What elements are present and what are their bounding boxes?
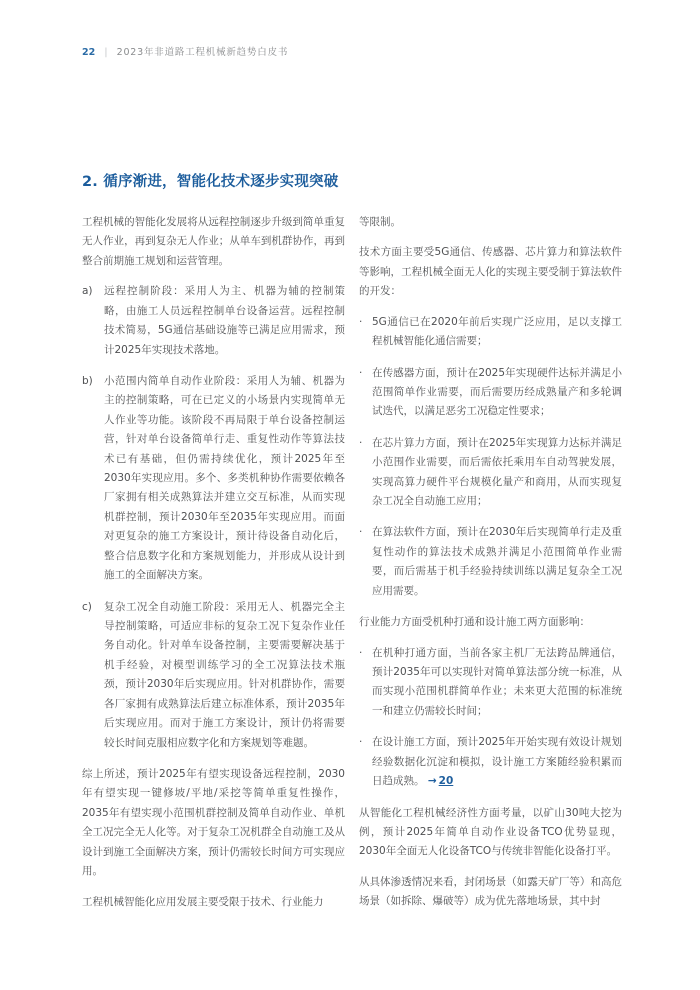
document-title: 2023年非道路工程机械新趋势白皮书 (116, 47, 289, 59)
list-item-text: 复杂工况全自动施工阶段：采用无人、机器完全主导控制策略，可适应非标的复杂工况下复杂作业任务自动化。针对单车设备控制，主要需要解决基于机手经验，对模型训练学习的全工况算法技术瓶颈，预计2030年后实现应用。针对机群协作，需要各厂家拥有成熟算法后建立标准体系，预计2035年后实现应用。而对于施工方案设计，预计仍将需要较长时间克服相应数字化和方案规划等难题。 (104, 600, 345, 749)
tech-bullet-algorithm (359, 523, 622, 601)
arrow-right-icon: → (427, 775, 437, 788)
penetration-paragraph: 从具体渗透情况来看，封闭场景（如露天矿厂等）和高危场景（如拆除、爆破等）成为优先落地场景，其中封 (359, 875, 622, 908)
cross-ref-link[interactable] (428, 775, 453, 787)
left-column (82, 213, 345, 912)
economy-paragraph: 从智能化工程机械经济性方面考量，以矿山30吨大挖为例，预计2025年简单自动作业设备TCO优势显现，2030年全面无人化设备TCO与传统非智能化设备打平。 (359, 806, 622, 858)
list-item-text: 远程控制阶段：采用人为主、机器为辅的控制策略，由施工人员远程控制单台设备运营。远程控制技术简易，5G通信基础设施等已满足应用需求，预计2025年实现技术落地。 (104, 285, 345, 356)
cross-ref-page-number: 20 (438, 775, 454, 788)
bullet-text: 5G通信已在2020年前后实现广泛应用，足以支撑工程机械智能化通信需要； (372, 315, 622, 348)
list-item-text: 小范围内简单自动作业阶段：采用人为辅、机器为主的控制策略，可在已定义的小场景内实现简单无人作业等功能。该阶段不再局限于单台设备控制运营，针对单台设备简单行走、重复性动作等算法技术已有基础，但仍需持续优化，预计2025年至2030年实现应用。多个、多类机种协作需要依赖各厂家拥有相关成熟算法并建立交互标准，从而实现机群控制，预计2030年至2035年实现应用。而面对更复杂的施工方案设计，预计待设备自动化后，整合信息数字化和方案规划能力，并形成从设计到施工的全面解决方案。 (104, 374, 345, 582)
bullet-text: 在设计施工方面，预计2025年开始实现有效设计规划经验数据化沉淀和模拟，设计施工方案随经验积累而日趋成熟。 (372, 736, 622, 788)
page-content (82, 170, 623, 912)
header-separator: | (104, 47, 108, 58)
bullet-icon: · (359, 366, 363, 379)
bullet-icon: · (359, 646, 363, 659)
section-heading: 2. 循序渐进，智能化技术逐步实现突破 (82, 174, 339, 190)
list-marker: c) (82, 600, 92, 613)
bullet-icon: · (359, 436, 363, 449)
bullet-text: 在算法软件方面，预计在2030年后实现简单行走及重复性动作的算法技术成熟并满足小范围简单作业需要，而后需基于机手经验持续训练以满足复杂全工况应用需要。 (372, 526, 622, 597)
right-column (359, 213, 622, 912)
summary-paragraph: 综上所述，预计2025年有望实现设备远程控制，2030年有望实现一键修坡/平地/采挖等简单重复性操作，2035年有望实现小范围机群控制及简单自动作业、单机全工况完全无人化等。对于复杂工况机群全自动施工及从设计到施工全面解决方案，预计仍需较长时间方可实现应用。 (82, 767, 345, 878)
page-number: 22 (82, 47, 96, 59)
bullet-icon: · (359, 736, 363, 749)
tech-bullet-sensor (359, 364, 622, 422)
list-marker: a) (82, 285, 93, 298)
page-header (82, 48, 288, 58)
tech-bullet-5g (359, 313, 622, 352)
list-item-a (82, 282, 345, 360)
industry-bullet-interconnect (359, 644, 622, 722)
limits-paragraph-end: 等限制。 (359, 216, 401, 228)
intro-paragraph: 工程机械的智能化发展将从远程控制逐步升级到简单重复无人作业，再到复杂无人作业；从单车到机群协作，再到整合前期施工规划和运营管理。 (82, 216, 345, 267)
list-marker: b) (82, 374, 93, 387)
industry-bullet-design (359, 733, 622, 791)
two-column-layout (82, 213, 623, 912)
list-item-b (82, 372, 345, 586)
bullet-icon: · (359, 315, 363, 328)
industry-intro-paragraph: 行业能力方面受机种打通和设计施工两方面影响： (359, 616, 590, 629)
bullet-text: 在芯片算力方面，预计在2025年实现算力达标并满足小范围作业需要，而后需依托乘用车自动驾驶发展，实现高算力硬件平台规模化量产和商用，从而实现复杂工况全自动施工应用； (372, 436, 622, 508)
bullet-text: 在传感器方面，预计在2025年实现硬件达标并满足小范围简单作业需要，而后需要历经成熟量产和多轮调试迭代，以满足恶劣工况稳定性要求； (372, 366, 622, 418)
tech-intro-paragraph: 技术方面主要受5G通信、传感器、芯片算力和算法软件等影响，工程机械全面无人化的实现主要受制于算法软件的开发： (359, 246, 622, 298)
bullet-icon: · (359, 526, 363, 539)
limits-paragraph-start: 工程机械智能化应用发展主要受限于技术、行业能力 (82, 895, 324, 908)
bullet-text: 在机种打通方面，当前各家主机厂无法跨品牌通信，预计2035年可以实现针对简单算法部分统一标准，从而实现小范围机群简单作业；未来更大范围的标准统一和建立仍需较长时间； (372, 646, 622, 717)
tech-bullet-chip (359, 434, 622, 512)
list-item-c (82, 598, 345, 753)
